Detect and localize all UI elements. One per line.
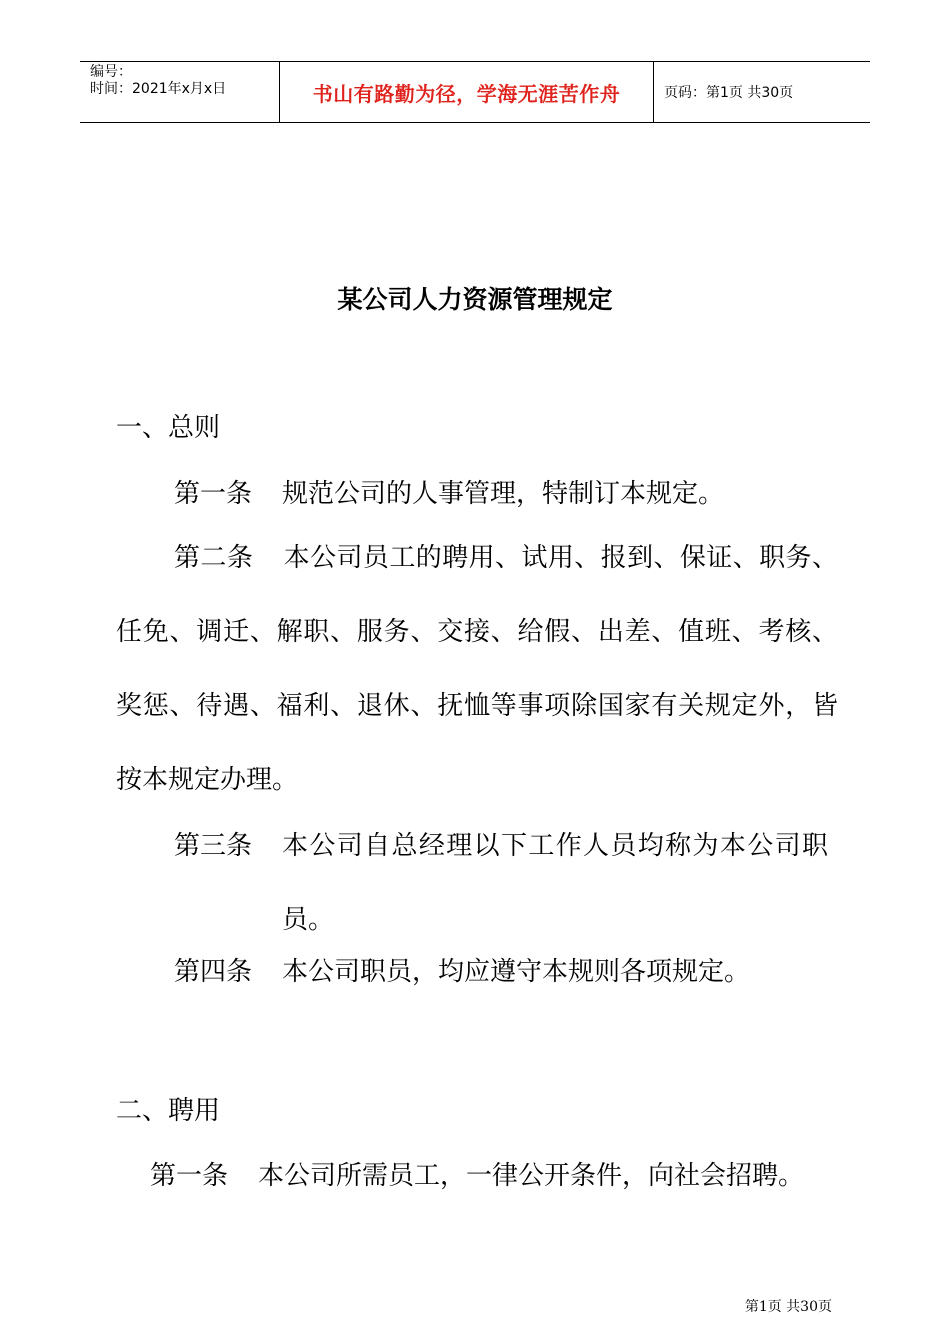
article-1-2 <box>116 521 838 817</box>
article-text: 本公司所需员工，一律公开条件，向社会招聘。 <box>258 1161 805 1191</box>
header-slogan: 书山有路勤为径，学海无涯苦作舟 <box>280 62 654 122</box>
header-page-info: 页码：第1页 共30页 <box>664 85 794 101</box>
header-time-label: 时间：2021年x月x日 <box>90 81 227 97</box>
section-heading-general: 一、总则 <box>116 413 221 443</box>
article-number: 第一条 <box>174 479 253 509</box>
article-1-4 <box>116 952 838 992</box>
article-number: 第二条 <box>174 543 254 573</box>
article-2-1 <box>116 1156 838 1196</box>
article-number: 第三条 <box>174 831 253 861</box>
document-header <box>80 61 870 123</box>
article-text: 规范公司的人事管理，特制订本规定。 <box>282 479 725 509</box>
article-number: 第四条 <box>174 957 253 987</box>
page-footer: 第1页 共30页 <box>744 1299 832 1315</box>
header-meta <box>80 62 280 122</box>
section-heading-hiring: 二、聘用 <box>116 1096 221 1126</box>
article-1-1 <box>116 474 838 514</box>
article-text: 本公司员工的聘用、试用、报到、保证、职务、任免、调迁、解职、服务、交接、给假、出差、值班、考核、奖惩、待遇、福利、退休、抚恤等事项除国家有关规定外，皆按本规定办理。 <box>116 543 838 795</box>
article-text: 本公司职员，均应遵守本规则各项规定。 <box>282 957 751 987</box>
article-number: 第一条 <box>150 1161 229 1191</box>
article-1-3-line1 <box>116 826 838 957</box>
header-number-label: 编号： <box>90 64 132 80</box>
document-title: 某公司人力资源管理规定 <box>337 285 613 314</box>
article-text: 本公司自总经理以下工作人员均称为本公司职员。 <box>282 831 829 935</box>
